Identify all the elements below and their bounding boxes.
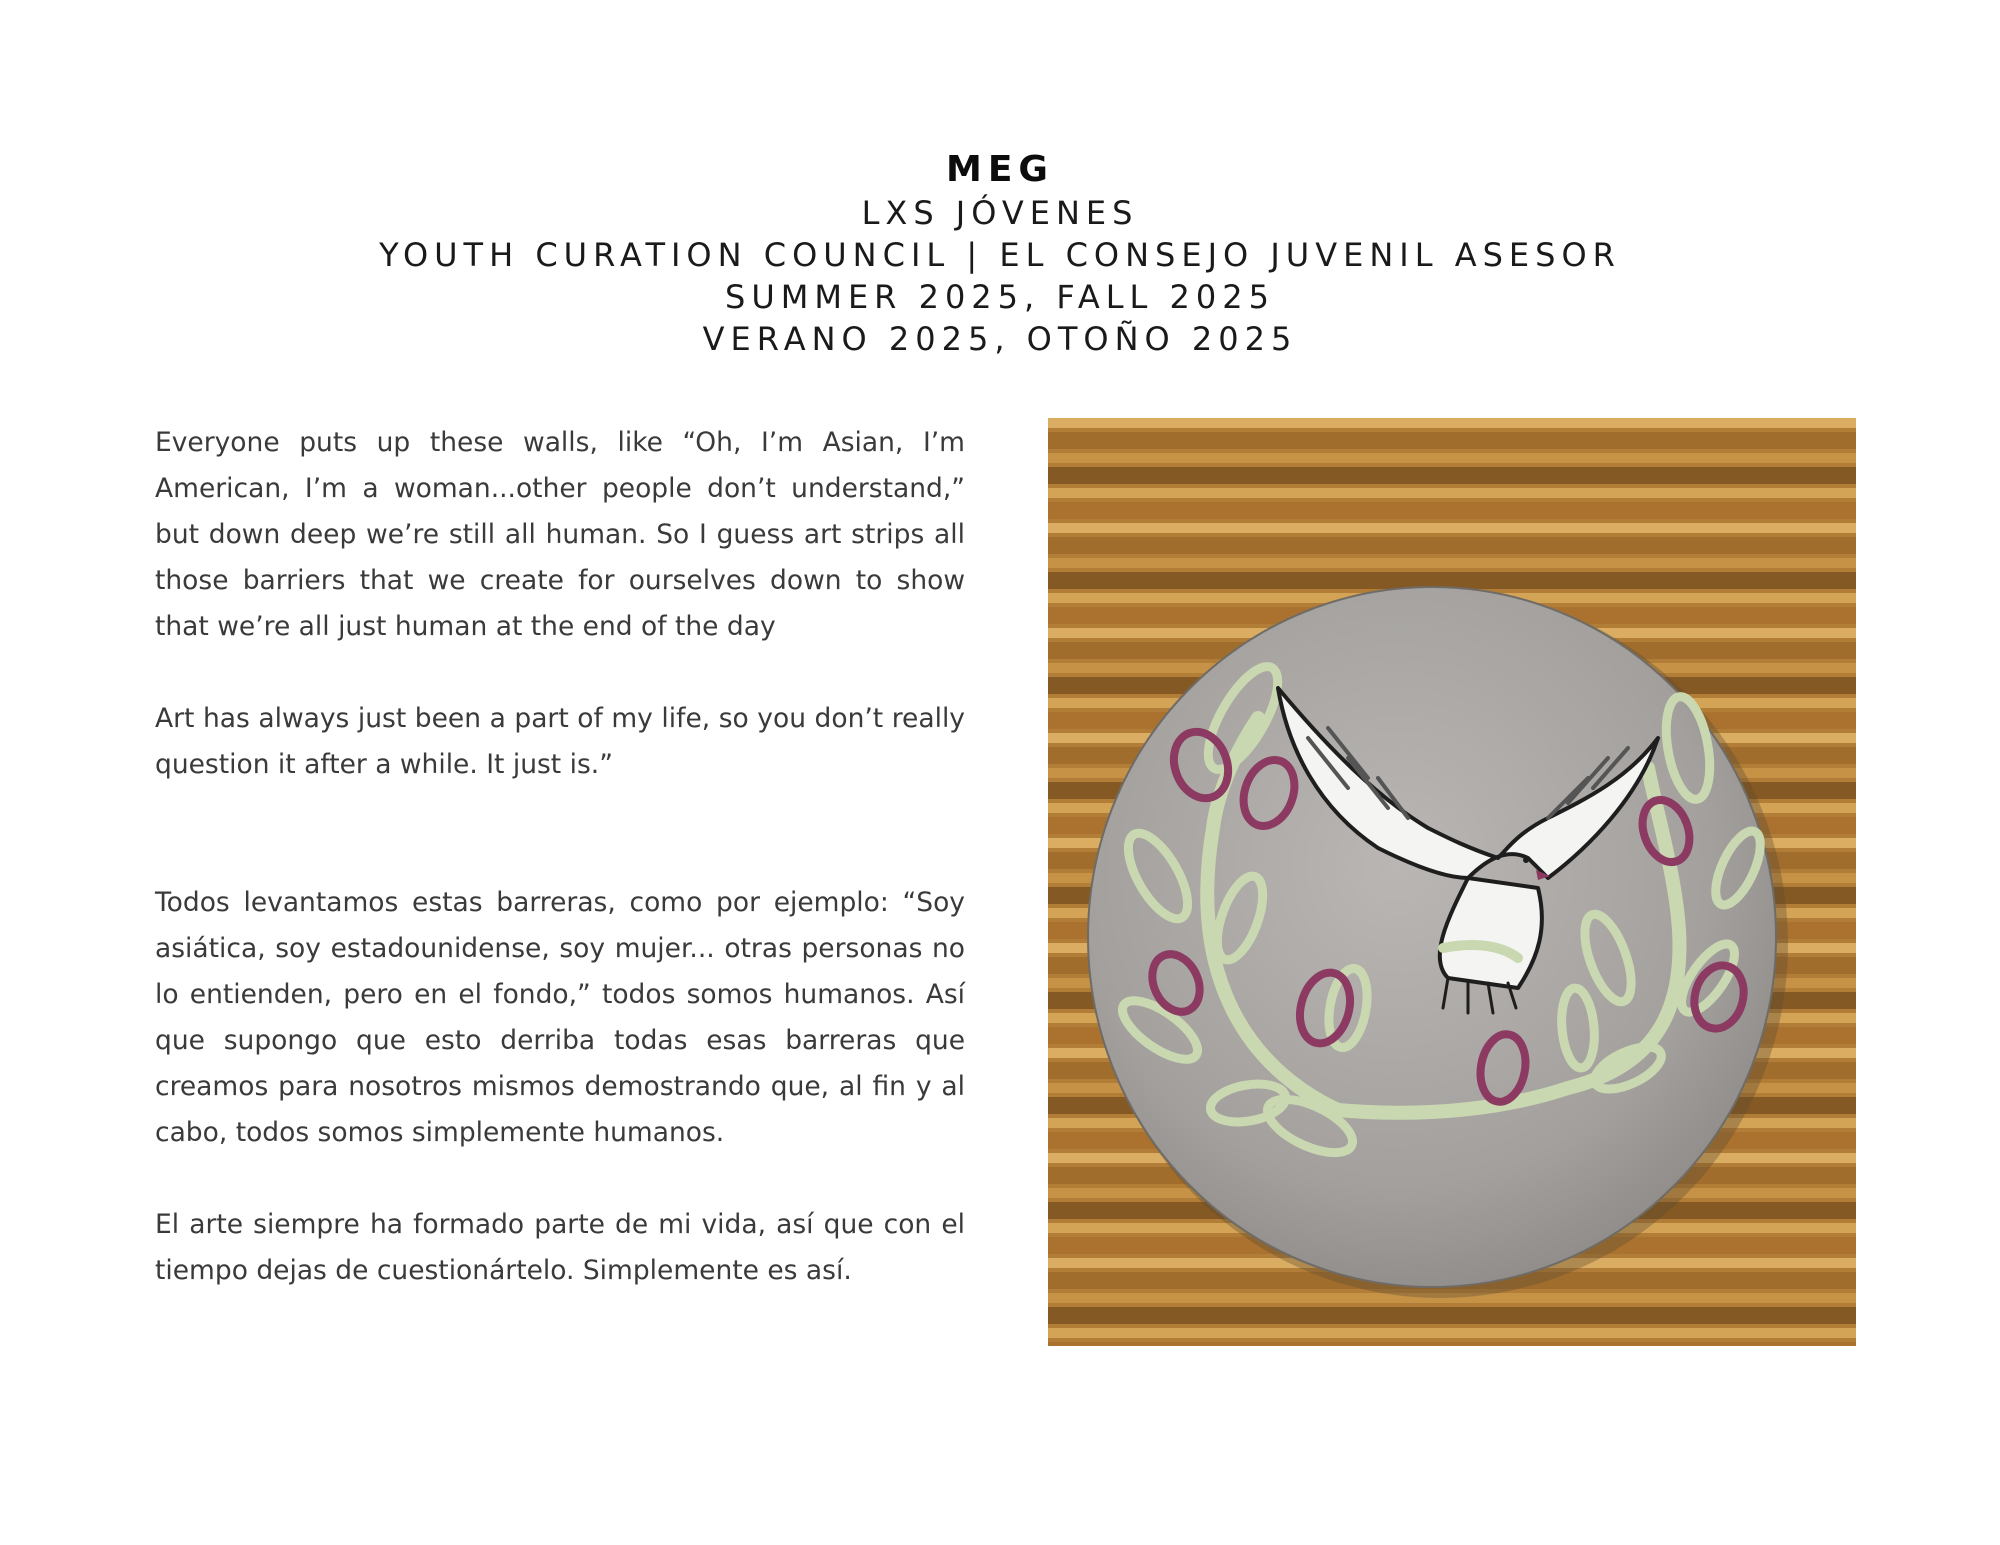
wood-stripe	[1048, 572, 1856, 589]
artist-name: MEG	[946, 149, 1054, 190]
statement-es-paragraph-1: Todos levantamos estas barreras, como por ejemplo: “Soy asiática, soy estadounidense, soy mujer... otras personas no lo entienden, pero en el fondo,” todos somos humanos. Así que supongo que esto derriba todas esas barreras que creamos para nosotros mismos demostrando que, al fin y al cabo, todos somos simplemente humanos.	[155, 887, 965, 1148]
statement-en-paragraph-2: Art has always just been a part of my life, so you don’t really question it after a while. It just is.”	[155, 703, 965, 780]
wood-stripe	[1048, 432, 1856, 449]
wood-stripe	[1048, 523, 1856, 533]
wood-stripe	[1048, 537, 1856, 554]
page-header	[0, 148, 2000, 360]
season-spanish: VERANO 2025, OTOÑO 2025	[702, 320, 1298, 358]
wood-stripe	[1048, 502, 1856, 519]
wood-stripe	[1048, 418, 1856, 428]
artist-statement	[155, 420, 965, 1294]
paragraph-spacer	[155, 1156, 965, 1202]
wood-stripe	[1048, 1307, 1856, 1324]
wood-stripe	[1048, 558, 1856, 568]
program-title: LXS JÓVENES	[861, 194, 1139, 232]
wood-stripe	[1048, 467, 1856, 484]
statement-es-paragraph-2: El arte siempre ha formado parte de mi vida, así que con el tiempo dejas de cuestionártelo. Simplemente es así.	[155, 1209, 965, 1286]
statement-en-paragraph-1: Everyone puts up these walls, like “Oh, I’m Asian, I’m American, I’m a woman...other people don’t understand,” but down deep we’re still all human. So I guess art strips all those barriers that we create for ourselves down to show that we’re all just human at the end of the day	[155, 427, 965, 642]
paragraph-spacer	[155, 650, 965, 696]
season-english: SUMMER 2025, FALL 2025	[725, 278, 1275, 316]
wood-stripe	[1048, 1328, 1856, 1338]
council-title: YOUTH CURATION COUNCIL | EL CONSEJO JUVENIL ASESOR	[379, 236, 1621, 274]
language-spacer	[155, 788, 965, 880]
wood-stripe	[1048, 453, 1856, 463]
wood-stripe	[1048, 1342, 1856, 1346]
artwork-photo	[1048, 418, 1856, 1346]
wood-stripe	[1048, 488, 1856, 498]
